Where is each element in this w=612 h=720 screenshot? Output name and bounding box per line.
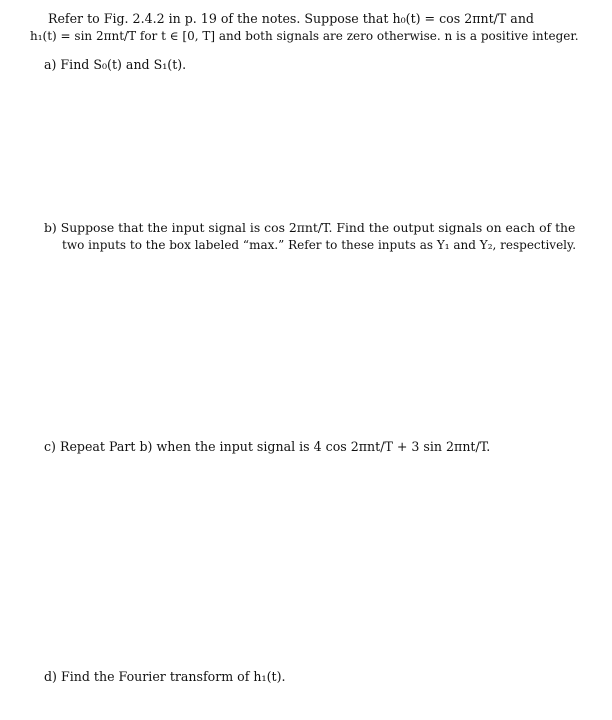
question-b-line-1: b) Suppose that the input signal is cos 2πnt/T. Find the output signals on each of the bbox=[44, 220, 576, 235]
intro-line-1: Refer to Fig. 2.4.2 in p. 19 of the notes. Suppose that h₀(t) = cos 2πnt/T and bbox=[48, 11, 534, 26]
question-d: d) Find the Fourier transform of h₁(t). bbox=[44, 669, 286, 684]
question-a: a) Find S₀(t) and S₁(t). bbox=[44, 57, 187, 72]
question-c: c) Repeat Part b) when the input signal is 4 cos 2πnt/T + 3 sin 2πnt/T. bbox=[44, 439, 491, 454]
intro-line-2: h₁(t) = sin 2πnt/T for t ∈ [0, T] and both signals are zero otherwise. n is a positive integer. bbox=[30, 29, 579, 43]
question-b-line-2: two inputs to the box labeled “max.” Refer to these inputs as Y₁ and Y₂, respectively. bbox=[62, 238, 577, 252]
